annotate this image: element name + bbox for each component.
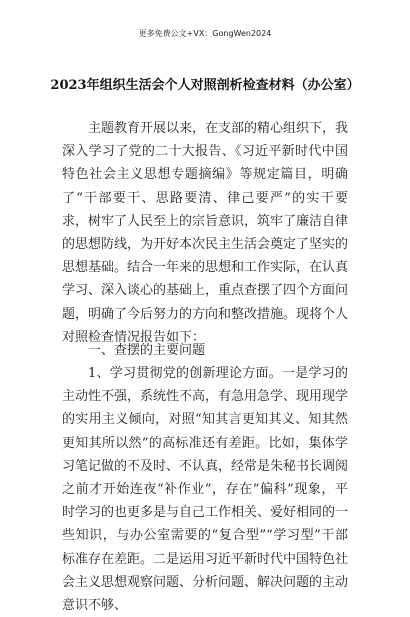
section-heading: 一、查摆的主要问题	[88, 343, 206, 358]
document-title: 2023年组织生活会个人对照剖析检查材料（办公室）	[50, 78, 360, 93]
paragraph-text: 1、学习贯彻党的创新理论方面。一是学习的主动性不强，系统性不高，有急用急学、现用现学的实用主义倾向，对照“知其言更知其义、知其然更知其所以然”的高标准还有差距。比如，集体学习笔记做的不及时、不认真，经常是朱秘书长调阅之前才开始连夜“补作业”，存在“偏科”现象，平时学习的也更多是与自己工作相关、爱好相同的一些知识，与办公室需要的“复合型”“学习型”干部标准存在差距。二是运用习近平新时代中国特色社会主义思想观察问题、分析问题、解决问题的主动意识不够、	[62, 366, 349, 614]
paragraph-text: 主题教育开展以来，在支部的精心组织下，我深入学习了党的二十大报告、《习近平新时代中国特色社会主义思想专题摘编》等规定篇目，明确了“干部要干、思路要清、律己要严”的实干要求，树牢了人民至上的宗旨意识，筑牢了廉洁自律的思想防线，为开好本次民主生活会奠定了坚实的思想基础。结合一年来的思想和工作实际，在认真学习、深入谈心的基础上，重点查摆了四个方面问题，明确了今后努力的方向和整改措施。现将个人对照检查情况报告如下：	[62, 121, 349, 345]
section-paragraph	[62, 362, 348, 617]
header-note: 更多免费公文+VX：GongWen2024	[138, 29, 272, 38]
intro-paragraph	[62, 117, 348, 349]
